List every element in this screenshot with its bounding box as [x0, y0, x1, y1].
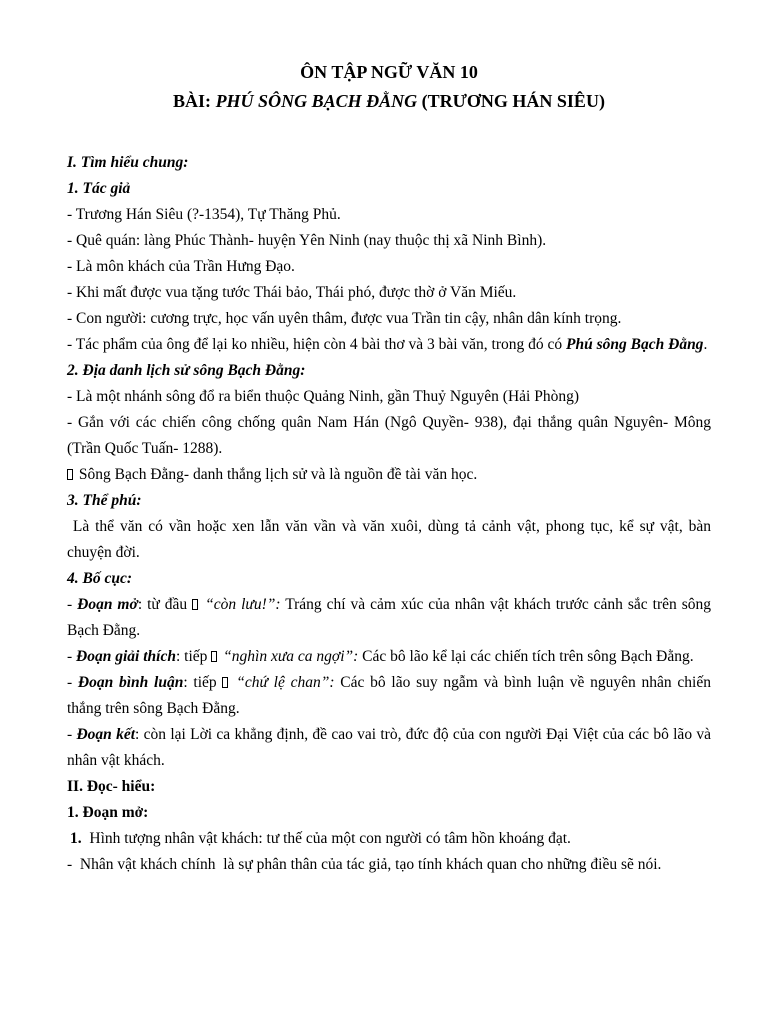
works-text: - Tác phẩm của ông để lại ko nhiều, hiện còn 4 bài thơ và 3 bài văn, trong đó có [67, 336, 567, 353]
author-heading: 1. Tác giả [67, 180, 131, 197]
structure-text: Tráng chí và cảm xúc của nhân vật khách trước cảnh sắc trên sông Bạch Đằng. [67, 596, 711, 639]
author-line: - Trương Hán Siêu (?-1354), Tự Thăng Phủ. [67, 206, 341, 223]
arrow-icon [222, 677, 228, 688]
section2-last-line: - Nhân vật khách chính là sự phân thân của tác giả, tạo tính khách quan cho những điều sẽ nói. [67, 856, 662, 873]
arrow-icon [211, 651, 217, 662]
section2-heading: II. Đọc- hiểu: [67, 778, 156, 795]
place-heading: 2. Địa danh lịch sử sông Bạch Đằng: [67, 362, 306, 379]
subtitle-author: (TRƯƠNG HÁN SIÊU) [417, 91, 605, 111]
structure-item: - Đoạn mở: từ đầu “còn lưu!”: Tráng chí và cảm xúc của nhân vật khách trước cảnh sắc trên sông Bạch Đằng. [67, 596, 711, 639]
structure-label: Đoạn kết [76, 726, 136, 743]
structure-text: Các bô lão suy ngẫm và bình luận về nguyên nhân chiến thắng trên sông Bạch Đằng. [67, 674, 711, 717]
place-conclusion-text: Sông Bạch Đằng- danh thắng lịch sử và là nguồn đề tài văn học. [78, 466, 478, 483]
author-line: - Là môn khách của Trần Hưng Đạo. [67, 258, 295, 275]
arrow-icon [192, 599, 198, 610]
author-line: - Khi mất được vua tặng tước Thái bảo, Thái phó, được thờ ở Văn Miếu. [67, 284, 517, 301]
structure-item: - Đoạn giải thích: tiếp “nghìn xưa ca ngợi”: Các bô lão kể lại các chiến tích trên sông Bạch Đằng. [67, 648, 694, 665]
structure-mid: : còn lại Lời ca khẳng định, đề cao vai trò, đức độ của con người Đại Việt của các bô lão và nhân vật khách. [67, 726, 711, 769]
structure-item: - Đoạn bình luận: tiếp “chứ lệ chan”: Các bô lão suy ngẫm và bình luận về nguyên nhân chiến thắng trên sông Bạch Đằng. [67, 674, 711, 717]
structure-label: Đoạn giải thích [76, 648, 176, 665]
author-works [67, 332, 711, 358]
structure-mid: : tiếp [175, 648, 212, 665]
document-page [67, 58, 715, 878]
structure-label: Đoạn mở [77, 596, 138, 613]
document-subtitle [67, 87, 711, 116]
structure-quote: “nghìn xưa ca ngợi”: [223, 648, 359, 665]
section1-heading: I. Tìm hiểu chung: [67, 154, 189, 171]
works-title: Phú sông Bạch Đằng [566, 336, 704, 353]
structure-item: - Đoạn kết: còn lại Lời ca khẳng định, đề cao vai trò, đức độ của con người Đại Việt của các bô lão và nhân vật khách. [67, 726, 711, 769]
structure-quote: “chứ lệ chan”: [236, 674, 335, 691]
structure-text: Các bô lão kể lại các chiến tích trên sông Bạch Đằng. [358, 648, 694, 665]
item-text: Hình tượng nhân vật khách: tư thế của một con người có tâm hồn khoáng đạt. [89, 830, 571, 847]
author-line: - Con người: cương trực, học vấn uyên thâm, được vua Trần tin cậy, nhân dân kính trọng. [67, 310, 622, 327]
place-conclusion [67, 462, 711, 488]
structure-quote: “còn lưu!”: [205, 596, 281, 613]
structure-mid: : tiếp [183, 674, 223, 691]
place-line: - Gắn với các chiến công chống quân Nam Hán (Ngô Quyền- 938), đại thắng quân Nguyên- Mông (Trần Quốc Tuấn- 1288). [67, 414, 711, 457]
subtitle-prefix: BÀI: [173, 91, 216, 111]
section2-item [67, 826, 711, 852]
document-title: ÔN TẬP NGỮ VĂN 10 [300, 62, 478, 82]
structure-label: Đoạn bình luận [77, 674, 184, 691]
place-line: - Là một nhánh sông đổ ra biển thuộc Quảng Ninh, gần Thuỷ Nguyên (Hải Phòng) [67, 388, 579, 405]
structure-mid: : từ đầu [137, 596, 193, 613]
item-number: 1. [70, 830, 82, 847]
genre-text: Là thể văn có vần hoặc xen lẫn văn vần và văn xuôi, dùng tả cảnh vật, phong tục, kể sự vật, bàn chuyện đời. [67, 518, 715, 561]
arrow-icon [67, 469, 73, 480]
section2-subheading: 1. Đoạn mở: [67, 804, 149, 821]
structure-heading: 4. Bố cục: [67, 570, 133, 587]
genre-heading: 3. Thể phú: [67, 492, 142, 509]
author-line: - Quê quán: làng Phúc Thành- huyện Yên Ninh (nay thuộc thị xã Ninh Bình). [67, 232, 547, 249]
works-end: . [703, 336, 708, 353]
work-title: PHÚ SÔNG BẠCH ĐẰNG [215, 91, 418, 111]
